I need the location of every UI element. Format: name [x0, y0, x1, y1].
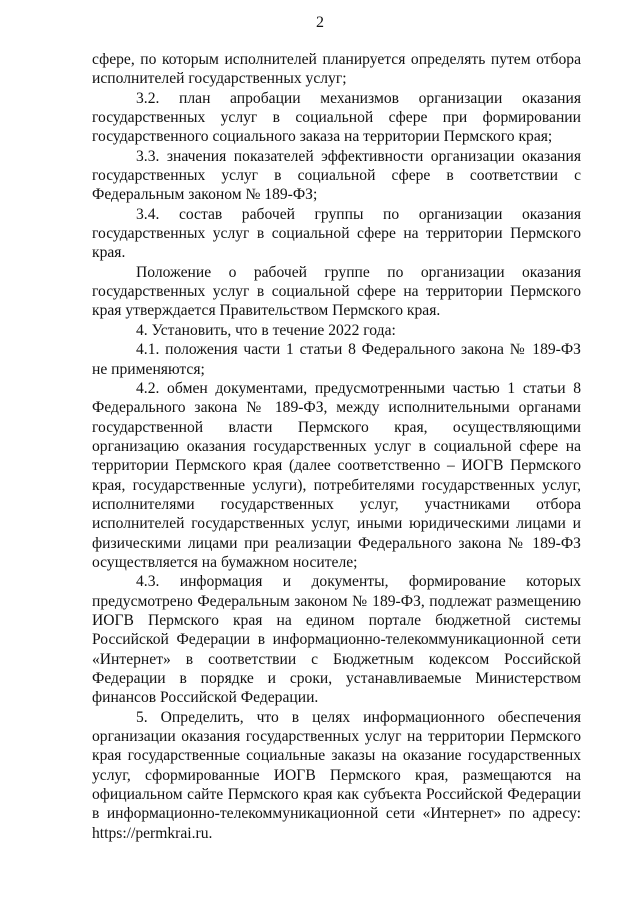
- paragraph-continuation: сфере, по которым исполнителей планируется определять путем отбора исполнителей государственных услуг;: [92, 51, 581, 88]
- paragraph-3-2: 3.2. план апробации механизмов организации оказания государственных услуг в социальной сфере при формировании государственного социального заказа на территории Пермского края;: [92, 89, 581, 146]
- paragraph-working-group-regulation: Положение о рабочей группе по организации оказания государственных услуг в социальной сфере на территории Пермского края утверждается Правительством Пермского края.: [92, 263, 581, 320]
- paragraph-4-3: 4.3. информация и документы, формирование которых предусмотрено Федеральным законом № 189-ФЗ, подлежат размещению ИОГВ Пермского края на едином портале бюджетной системы Российской Федерации в информационно-телекоммуникационной сети «Интернет» в соответствии с Бюджетным кодексом Российской Федерации в порядке и сроки, устанавливаемые Министерством финансов Российской Федерации.: [92, 573, 581, 707]
- paragraph-3-3: 3.3. значения показателей эффективности организации оказания государственных услуг в социальной сфере в соответствии с Федеральным законом № 189-ФЗ;: [92, 147, 581, 204]
- paragraph-5: 5. Определить, что в целях информационного обеспечения организации оказания государственных услуг на территории Пермского края государственные социальные заказы на оказание государственных услуг, сформированные ИОГВ Пермского края, размещаются на официальном сайте Пермского края как субъекта Российской Федерации в информационно-телекоммуникационной сети «Интернет» по адресу: https://permkrai.ru.: [92, 708, 581, 842]
- paragraph-4: 4. Установить, что в течение 2022 года:: [136, 321, 396, 339]
- paragraph-4-1: 4.1. положения части 1 статьи 8 Федерального закона № 189-ФЗ не применяются;: [92, 341, 581, 378]
- paragraph-3-4: 3.4. состав рабочей группы по организации оказания государственных услуг в социальной сфере на территории Пермского края.: [92, 205, 581, 262]
- page-number: 2: [316, 14, 324, 31]
- paragraph-4-2: 4.2. обмен документами, предусмотренными частью 1 статьи 8 Федерального закона № 189-ФЗ, между исполнительными органами государственной власти Пермского края, осуществляющими организацию оказания государственных услуг в социальной сфере на территории Пермского края (далее соответственно – ИОГВ Пермского края, государственные услуги), потребителями государственных услуг, исполнителями государственных услуг, участниками отбора исполнителей государственных услуг, иными юридическими лицами и физическими лицами при реализации Федерального закона № 189-ФЗ осуществляется на бумажном носителе;: [92, 379, 581, 571]
- document-body: [92, 50, 581, 843]
